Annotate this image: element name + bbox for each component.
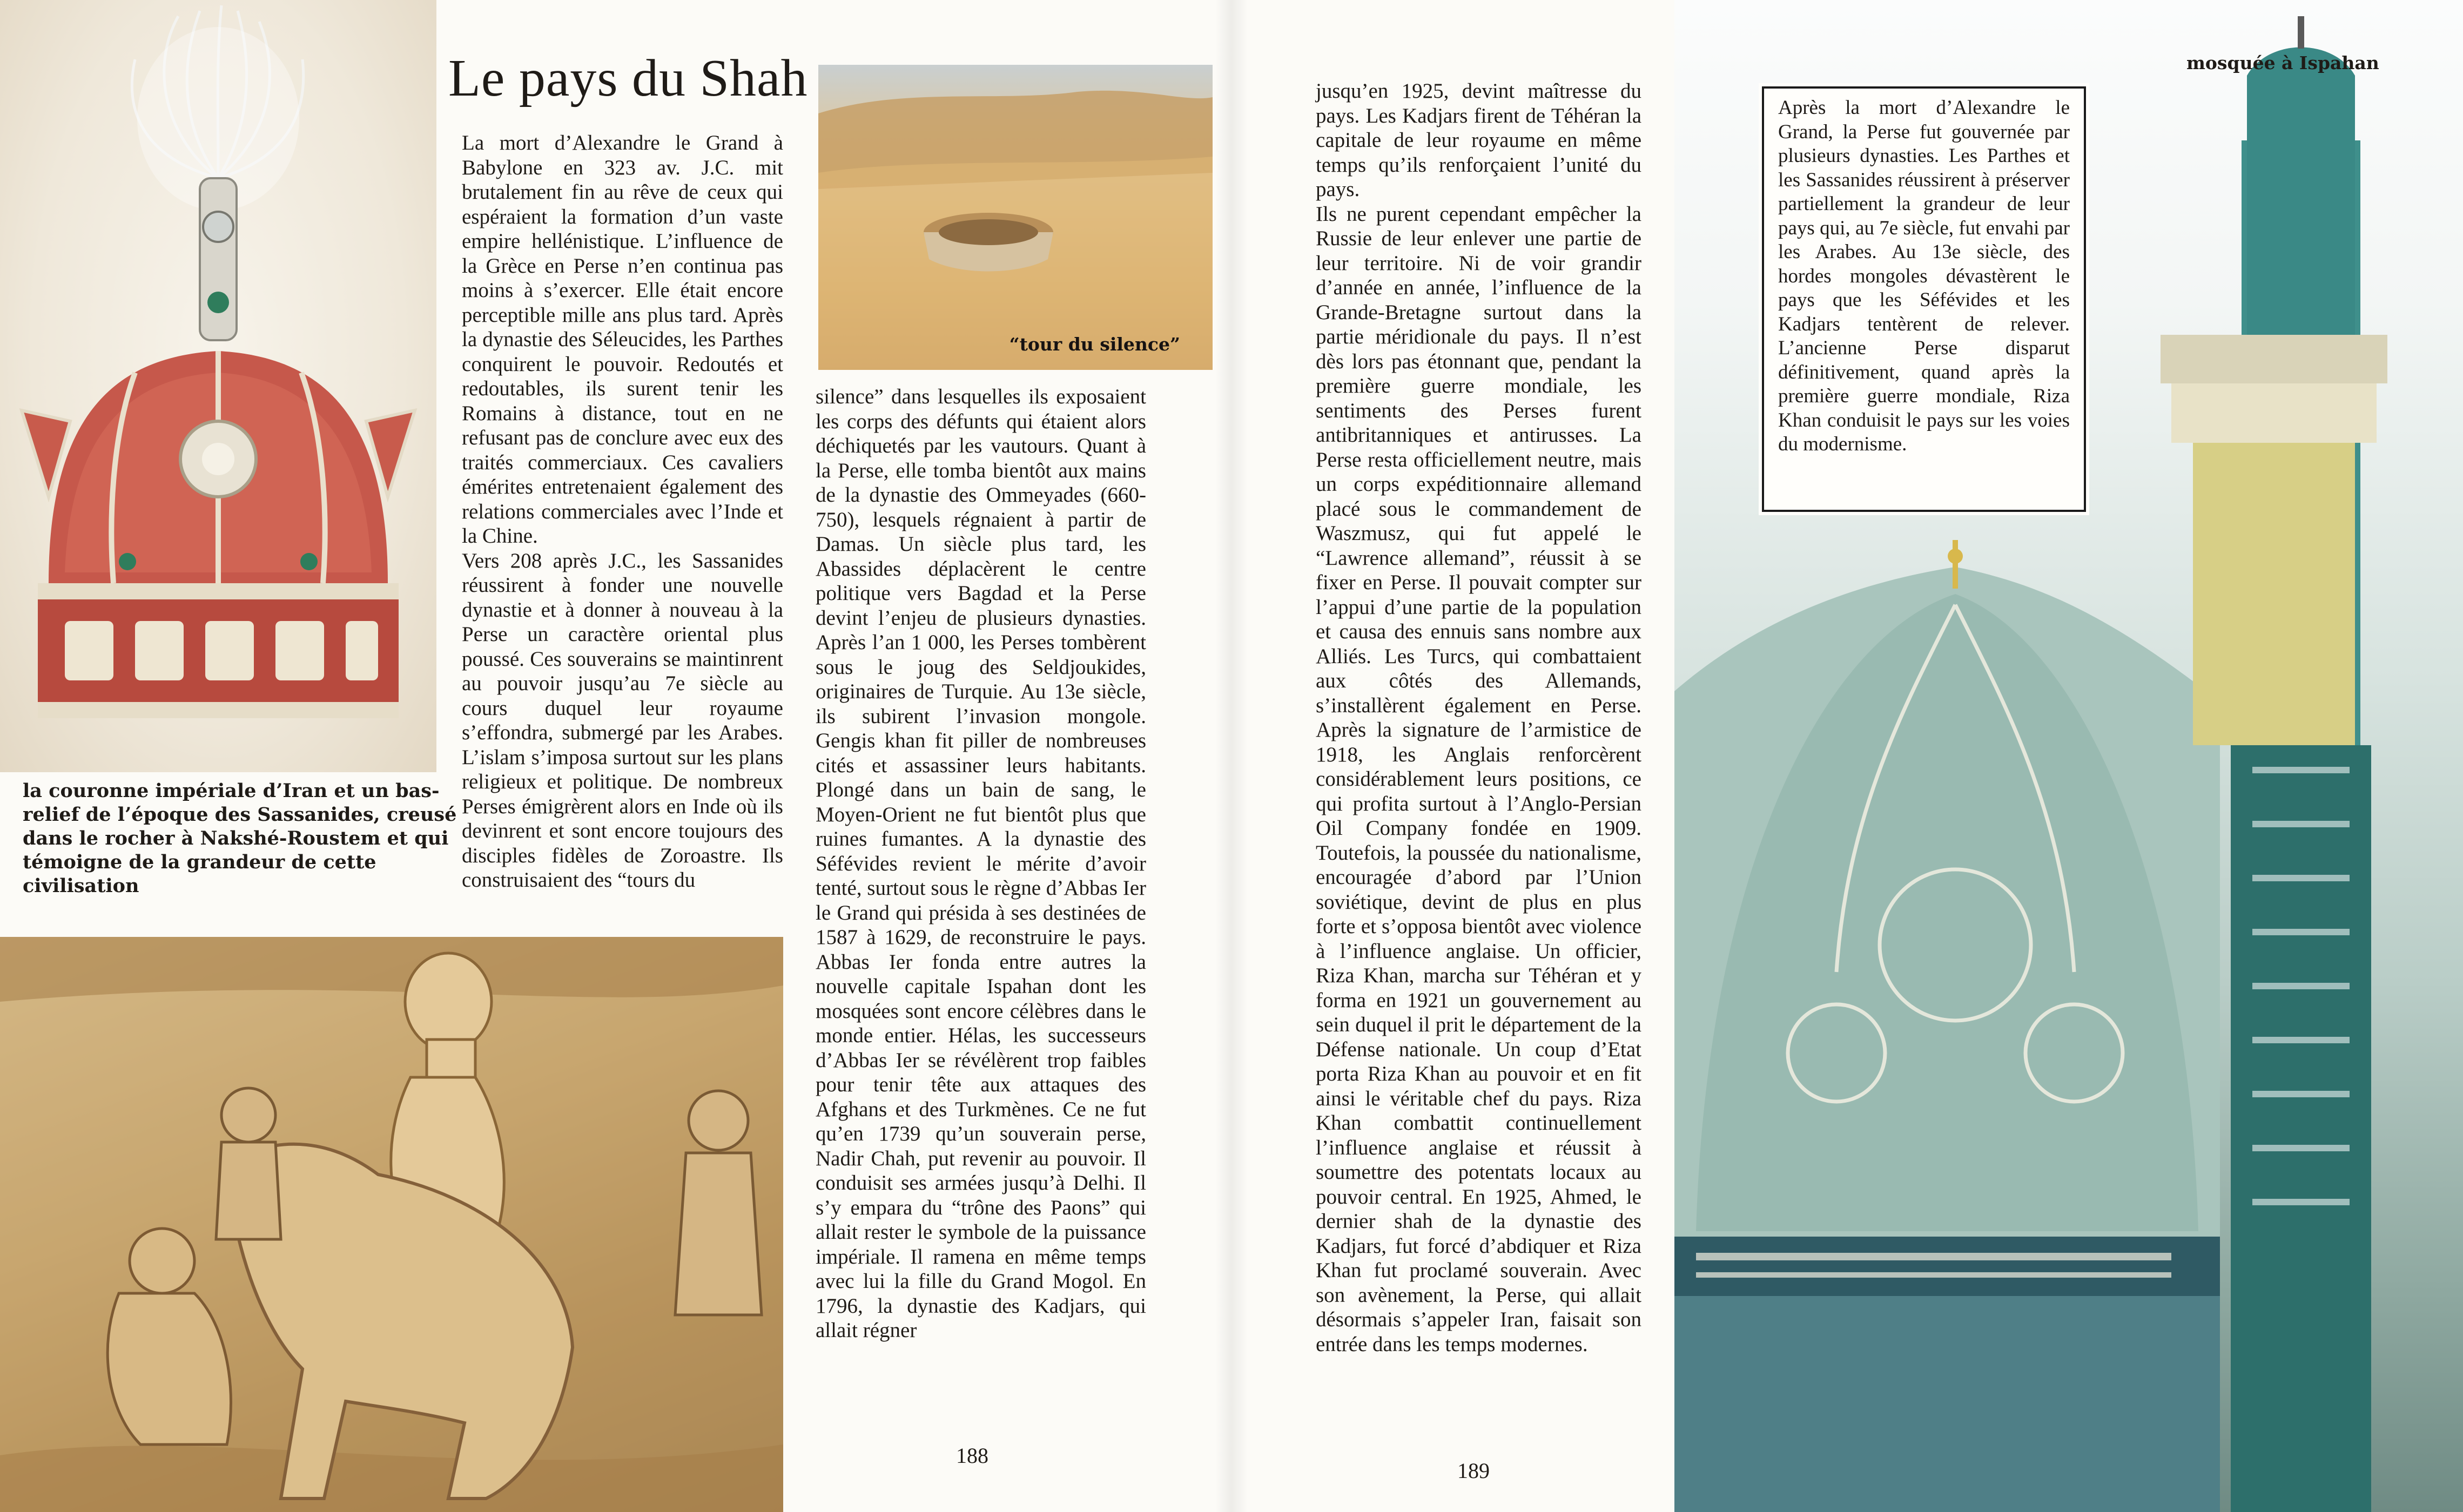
paragraph: Vers 208 après J.C., les Sassanides réussirent à fonder une nouvelle dynastie et à donner à nouveau à la Perse un caractère oriental plus poussé. Ces souverains se maintinrent au pouvoir jusqu’au 7e siècle au cours duquel leur royaume s’effondra, submergé par les Arabes. L’islam s’imposa surtout sur les plans religieux et politique. De nombreux Perses émigrèrent alors en Inde où ils devinrent et sont encore toujours des disciples fidèles de Zoroastre. Ils construisaient des “tours du — [462, 549, 783, 892]
article-column-1 — [462, 131, 783, 893]
tower-of-silence-photo — [818, 65, 1213, 370]
article-column-3 — [1316, 79, 1641, 1356]
paragraph: jusqu’en 1925, devint maîtresse du pays. Les Kadjars firent de Téhéran la capitale de leur royaume en même temps qu’ils renforçaient l’unité du pays. — [1316, 79, 1641, 201]
mosque-caption: mosquée à Ispahan — [2186, 52, 2379, 73]
page-title: Le pays du Shah — [448, 49, 808, 107]
page-number-left: 188 — [956, 1443, 988, 1468]
page-number-right: 189 — [1457, 1459, 1490, 1483]
crown-photo-caption: la couronne impériale d’Iran et un bas-relief de l’époque des Sassanides, creusé dans le rocher à Nakshé-Roustem et qui témoigne de la grandeur de cette civilisation — [23, 780, 457, 897]
paragraph: Ils ne purent cependant empêcher la Russie de leur enlever une partie de leur territoire. Ni de voir grandir d’année en année, l’influence de la Grande-Bretagne surtout dans la partie méridionale du pays. Il n’est dès lors pas étonnant que, pendant la première guerre mondiale, les sentiments des Perses furent antibritanniques et antirusses. La Perse resta officiellement neutre, mais un corps expéditionnaire allemand placé sous le commandement de Waszmusz, qui fut appelé le “Lawrence allemand”, réussit à se fixer en Perse. Il pouvait compter sur l’appui d’une partie de la population et causa des ennuis sans nombre aux Alliés. Les Turcs, qui combattaient aux côtés des Allemands, s’installèrent également en Perse. Après la signature de l’armistice de 1918, les Anglais renforcèrent considérablement leurs positions, ce qui profita surtout à l’Anglo-Persian Oil Company fondée en 1909. Toutefois, la poussée du nationalisme, encouragée d’abord par l’Union soviétique, devint de plus en plus forte et s’opposa bientôt avec violence à l’influence anglaise. Un officier, Riza Khan, marcha sur Téhéran et y forma en 1921 un gouvernement au sein duquel il prit le département de la Défense nationale. Un coup d’Etat porta Riza Khan au pouvoir et en fit ainsi le véritable chef du pays. Riza Khan combattit continuellement l’influence anglaise et réussit à soumettre des potentats locaux au pouvoir central. En 1925, Ahmed, le dernier shah de la dynastie des Kadjars, fut forcé d’abdiquer et Riza Khan fut proclamé souverain. Avec son avènement, la Perse, qui allait désormais s’appeler Iran, faisait son entrée dans les temps modernes. — [1316, 202, 1641, 1356]
article-column-2 — [816, 384, 1146, 1343]
paragraph: La mort d’Alexandre le Grand à Babylone en 323 av. J.C. mit brutalement fin au rêve de ceux qui espéraient la formation d’un vaste empire hellénistique. L’influence de la Grèce en Perse n’en continua pas moins à s’exercer. Elle était encore perceptible mille ans plus tard. Après la dynastie des Séleucides, les Parthes conquirent le pouvoir. Redoutés et redoutables, ils surent tenir les Romains à distance, tout en ne refusant pas de conclure avec eux des traités commerciaux. Ces cavaliers émérites entretenaient également des relations commerciales avec l’Inde et la Chine. — [462, 131, 783, 548]
tower-of-silence-caption: “tour du silence” — [1009, 334, 1180, 355]
paragraph: silence” dans lesquelles ils exposaient les corps des défunts qui étaient alors déchiquetés par les vautours. Quant à la Perse, elle tomba bientôt aux mains de la dynastie des Ommeyades (660-750), lesquels régnaient à partir de Damas. Un siècle plus tard, les Abassides déplacèrent le centre politique vers Bagdad et la Perse devint l’enjeu de plusieurs dynasties. Après l’an 1 000, les Perses tombèrent sous le joug des Seldjoukides, originaires de Turquie. Au 13e siècle, ils subirent l’invasion mongole. Gengis khan fit piller de nombreuses cités et assassiner leurs habitants. Plongé dans un bain de sang, le Moyen-Orient ne fut bientôt plus que ruines fumantes. A la dynastie des Séfévides revient le mérite d’avoir tenté, surtout sous le règne d’Abbas Ier le Grand qui présida à ses destinées de 1587 à 1629, de reconstruire le pays. Abbas Ier fonda entre autres la nouvelle capitale Ispahan dont les mosquées sont encore célèbres dans le monde entier. Hélas, les successeurs d’Abbas Ier se révélèrent trop faibles pour tenir tête aux attaques des Afghans et des Turkmènes. Ce ne fut qu’en 1739 qu’un souverain perse, Nadir Chah, put revenir au pouvoir. Il conduisit ses armées jusqu’à Delhi. Il s’y empara du “trône des Paons” qui allait rester le symbole de la puissance impériale. Il ramena en même temps avec lui la fille du Grand Mogol. En 1796, la dynastie des Kadjars, qui allait régner — [816, 385, 1146, 1342]
summary-box: Après la mort d’Alexandre le Grand, la Perse fut gouvernée par plusieurs dynasties. Les Parthes et les Sassanides réussirent à préserver partiellement la grandeur de leur pays qui, au 7e siècle, fut envahi par les Arabes. Au 13e siècle, des hordes mongoles dévastèrent le pays que les Séfévides et les Kadjars tentèrent de relever. L’ancienne Perse disparut définitivement, quand après la première guerre mondiale, Riza Khan conduisit le pays sur les voies du modernisme. — [1762, 86, 2086, 512]
imperial-crown-photo — [0, 0, 436, 772]
book-gutter — [1215, 0, 1248, 1512]
sassanid-bas-relief-photo — [0, 937, 783, 1512]
